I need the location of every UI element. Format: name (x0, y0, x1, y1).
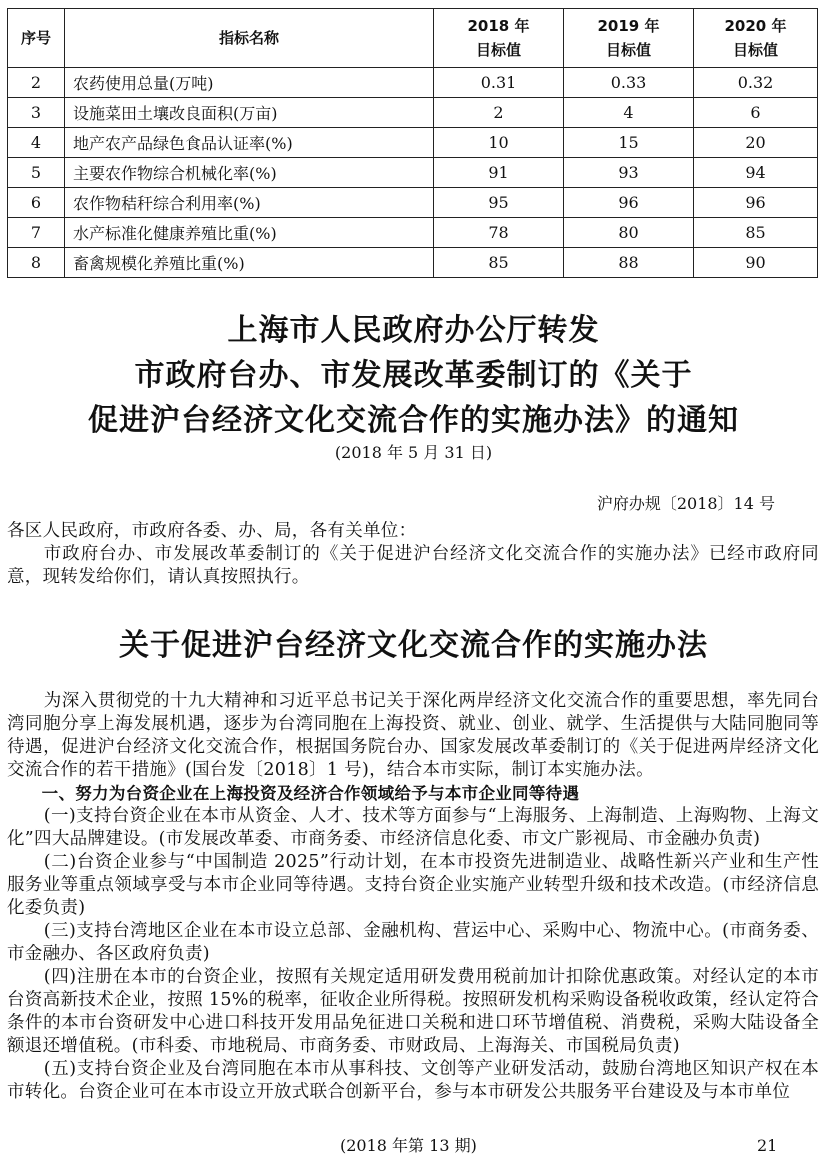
row-index: 5 (8, 158, 65, 188)
value-2020: 20 (694, 128, 818, 158)
row-index: 3 (8, 98, 65, 128)
measures-paragraph: (四)注册在本市的台资企业，按照有关规定适用研发费用税前加计扣除优惠政策。对经认定的本市台资高新技术企业，按照 15%的税率，征收企业所得税。按照研发机构采购设备税收政策，经认定符合条件的本市台资研发中心进口科技开发用品免征进口关税和进口环节增值税、消费税，采购大陆设备全额退还增值税。(市科委、市地税局、市商务委、市财政局、上海海关、市国税局负责) (7, 967, 819, 1056)
table-row (8, 128, 818, 158)
value-2020: 85 (694, 218, 818, 248)
value-2018: 91 (434, 158, 564, 188)
row-index: 7 (8, 218, 65, 248)
indicator-name: 设施菜田土壤改良面积(万亩) (65, 98, 434, 128)
col-header-2018: 2018 年 目标值 (434, 9, 564, 68)
table-row (8, 158, 818, 188)
row-index: 6 (8, 188, 65, 218)
table-row (8, 68, 818, 98)
value-2019: 93 (564, 158, 694, 188)
value-2018: 10 (434, 128, 564, 158)
notice-title-line-1: 上海市人民政府办公厅转发 (227, 313, 600, 348)
measures-body (7, 690, 819, 1104)
measures-title: 关于促进沪台经济文化交流合作的实施办法 (119, 628, 708, 663)
value-2020: 94 (694, 158, 818, 188)
indicator-name: 农作物秸秆综合利用率(%) (65, 188, 434, 218)
row-index: 4 (8, 128, 65, 158)
col-header-indicator: 指标名称 (65, 9, 434, 68)
page-number: 21 (757, 1136, 778, 1155)
indicator-name: 畜禽规模化养殖比重(%) (65, 248, 434, 278)
measures-paragraph: (五)支持台资企业及台湾同胞在本市从事科技、文创等产业研发活动，鼓励台湾地区知识产权在本市转化。台资企业可在本市设立开放式联合创新平台，参与本市研发公共服务平台建设及与本市单位 (7, 1059, 819, 1102)
value-2019: 0.33 (564, 68, 694, 98)
doc-number: 沪府办规〔2018〕14 号 (596, 494, 775, 513)
value-2018: 2 (434, 98, 564, 128)
section-heading: 一、努力为台资企业在上海投资及经济合作领域给予与本市企业同等待遇 (41, 784, 580, 803)
measures-paragraph: (二)台资企业参与“中国制造 2025”行动计划，在本市投资先进制造业、战略性新兴产业和生产性服务业等重点领域享受与本市企业同等待遇。支持台资企业实施产业转型升级和技术改造。(市经济信息化委负责) (7, 852, 819, 918)
table-row (8, 248, 818, 278)
value-2020: 90 (694, 248, 818, 278)
measures-paragraph: 为深入贯彻党的十九大精神和习近平总书记关于深化两岸经济文化交流合作的重要思想，率先同台湾同胞分享上海发展机遇，逐步为台湾同胞在上海投资、就业、创业、就学、生活提供与大陆同胞同等待遇，促进沪台经济文化交流合作，根据国务院台办、国家发展改革委制订的《关于促进两岸经济文化交流合作的若干措施》(国台发〔2018〕1 号)，结合本市实际，制订本实施办法。 (7, 691, 819, 780)
value-2019: 4 (564, 98, 694, 128)
value-2020: 96 (694, 188, 818, 218)
row-index: 2 (8, 68, 65, 98)
notice-paragraph: 市政府台办、市发展改革委制订的《关于促进沪台经济文化交流合作的实施办法》已经市政府同意，现转发给你们，请认真按照执行。 (7, 544, 819, 587)
col-header-2020: 2020 年 目标值 (694, 9, 818, 68)
table-row (8, 188, 818, 218)
value-2018: 0.31 (434, 68, 564, 98)
salutation: 各区人民政府，市政府各委、办、局，各有关单位： (7, 521, 417, 541)
indicator-name: 水产标准化健康养殖比重(%) (65, 218, 434, 248)
table-header-row (8, 9, 818, 68)
notice-title-line-2: 市政府台办、市发展改革委制订的《关于 (134, 358, 693, 393)
measures-paragraph: (三)支持台湾地区企业在本市设立总部、金融机构、营运中心、采购中心、物流中心。(市商务委、市金融办、各区政府负责) (7, 921, 819, 964)
issue-footer: (2018 年第 13 期) (340, 1136, 477, 1155)
measures-paragraph: (一)支持台资企业在本市从资金、人才、技术等方面参与“上海服务、上海制造、上海购物、上海文化”四大品牌建设。(市发展改革委、市商务委、市经济信息化委、市文广影视局、市金融办负责) (7, 806, 819, 849)
value-2019: 15 (564, 128, 694, 158)
indicator-name: 主要农作物综合机械化率(%) (65, 158, 434, 188)
targets-table (7, 8, 818, 278)
notice-title-line-3: 促进沪台经济文化交流合作的实施办法》的通知 (88, 403, 739, 438)
value-2018: 85 (434, 248, 564, 278)
value-2019: 80 (564, 218, 694, 248)
row-index: 8 (8, 248, 65, 278)
value-2018: 95 (434, 188, 564, 218)
value-2019: 88 (564, 248, 694, 278)
indicator-name: 地产农产品绿色食品认证率(%) (65, 128, 434, 158)
indicator-name: 农药使用总量(万吨) (65, 68, 434, 98)
value-2018: 78 (434, 218, 564, 248)
notice-body (7, 520, 819, 589)
col-header-2019: 2019 年 目标值 (564, 9, 694, 68)
table-row (8, 218, 818, 248)
col-header-index: 序号 (8, 9, 65, 68)
value-2019: 96 (564, 188, 694, 218)
table-row (8, 98, 818, 128)
value-2020: 0.32 (694, 68, 818, 98)
notice-date: (2018 年 5 月 31 日) (334, 443, 493, 462)
value-2020: 6 (694, 98, 818, 128)
